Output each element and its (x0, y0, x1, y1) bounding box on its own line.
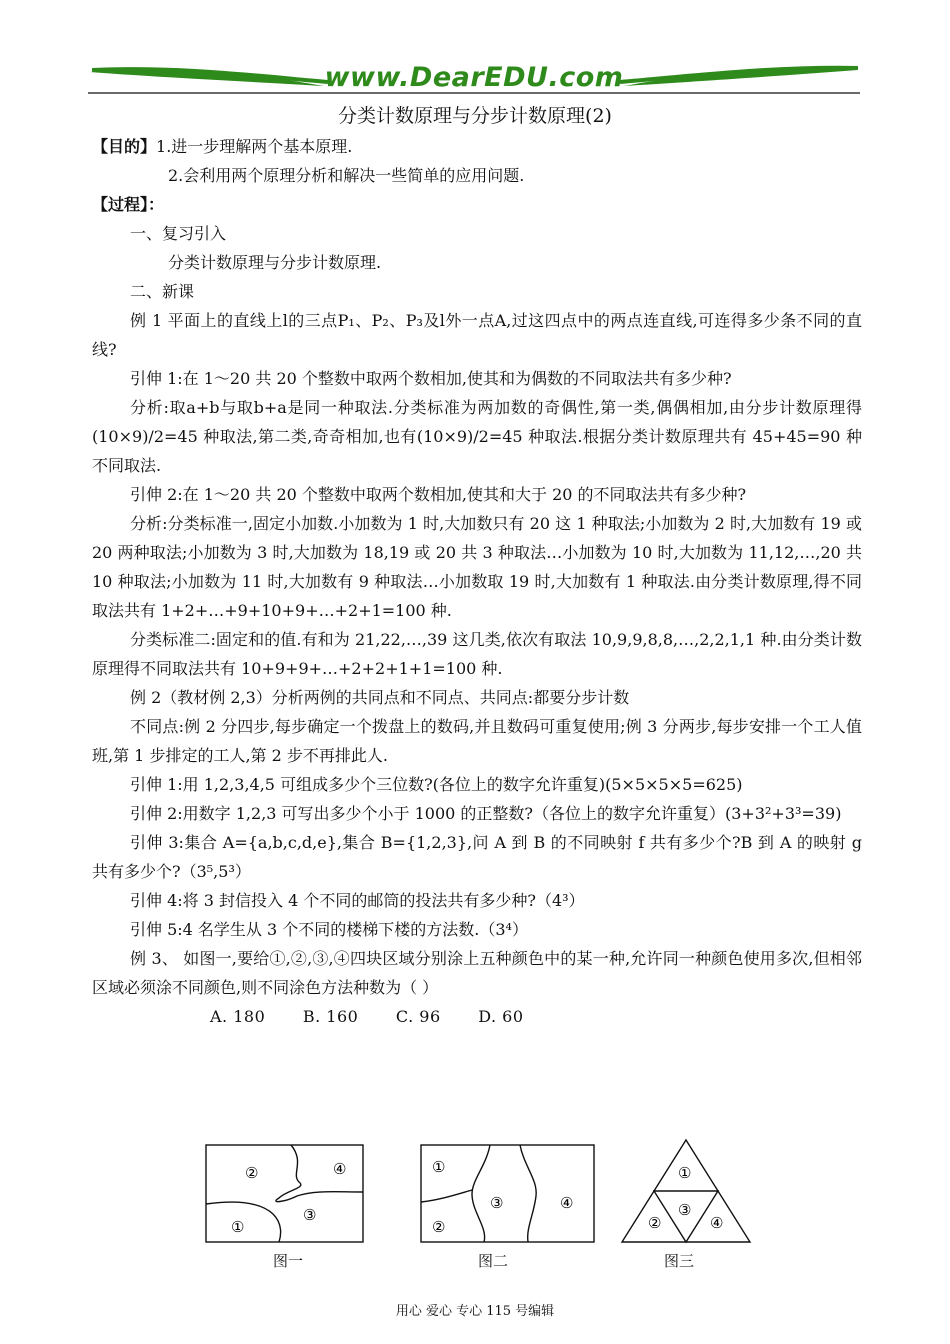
figure-3 (620, 1138, 752, 1246)
example-3: 例 3、 如图一,要给①,②,③,④四块区域分别涂上五种颜色中的某一种,允许同一种颜色使用多次,但相邻区域必须涂不同颜色,则不同涂色方法种数为（ ） (92, 949, 862, 997)
analysis-1: 分析:取a+b与取b+a是同一种取法.分类标准为两加数的奇偶性,第一类,偶偶相加,由分步计数原理得(10×9)/2=45 种取法,第二类,奇奇相加,也有(10×9)/2=45 种取法.根据分类计数原理共有 45+45=90 种不同取法. (92, 398, 862, 475)
ext-item-1: 引伸 1:用 1,2,3,4,5 可组成多少个三位数?(各位上的数字允许重复)(5×5×5×5=625) (130, 775, 743, 794)
extension-1: 引伸 1:在 1～20 共 20 个整数中取两个数相加,使其和为偶数的不同取法共有多少种? (130, 369, 732, 388)
caption-fig1: 图一 (273, 1252, 304, 1270)
fig3-mark-1: ① (678, 1164, 692, 1182)
fig2-mark-2: ② (432, 1218, 446, 1236)
analysis-2: 分析:分类标准一,固定小加数.小加数为 1 时,大加数只有 20 这 1 种取法;小加数为 2 时,大加数有 19 或 20 两种取法;小加数为 3 时,大加数为 18,19 或 20 共 3 种取法…小加数为 10 时,大加数为 11,12,…,20 共 10 种取法;小加数为 11 时,大加数有 9 种取法…小加数取 19 时,大加数有 1 种取法.由分类计数原理,得不同取法共有 1+2+…+9+10+9+…+2+1=100 种. (92, 514, 862, 620)
caption-fig2: 图二 (478, 1252, 509, 1270)
fig1-mark-3: ③ (303, 1206, 317, 1224)
ext-item-5: 引伸 5:4 名学生从 3 个不同的楼梯下楼的方法数.（3⁴） (130, 920, 528, 939)
section1-heading: 一、复习引入 (130, 224, 227, 243)
choice-b: B. 160 (302, 1007, 359, 1026)
answer-choices (92, 1002, 862, 1031)
caption-fig3: 图三 (664, 1252, 695, 1270)
page-title: 分类计数原理与分步计数原理(2) (338, 105, 612, 127)
extension-2: 引伸 2:在 1～20 共 20 个整数中取两个数相加,使其和大于 20 的不同取法共有多少种? (130, 485, 747, 504)
page-footer: 用心 爱心 专心 115 号编辑 (395, 1304, 555, 1319)
process-label: 【过程】： (92, 195, 165, 214)
ext-item-2: 引伸 2:用数字 1,2,3 可写出多少个小于 1000 的正整数?（各位上的数字允许重复）(3+3²+3³=39) (130, 804, 842, 823)
fig1-mark-4: ④ (333, 1160, 347, 1178)
fig2-mark-1: ① (432, 1158, 446, 1176)
aim-item-2: 2.会利用两个原理分析和解决一些简单的应用问题. (168, 166, 525, 185)
document-body (92, 132, 862, 1031)
ext-item-4: 引伸 4:将 3 封信投入 4 个不同的邮筒的投法共有多少种?（4³） (130, 891, 585, 910)
section2-heading: 二、新课 (130, 282, 195, 301)
choice-d: D. 60 (478, 1007, 524, 1026)
figures (0, 1138, 950, 1298)
choice-c: C. 96 (395, 1007, 441, 1026)
figure-2 (420, 1144, 596, 1244)
figure-1 (205, 1144, 365, 1244)
fig1-mark-1: ① (231, 1218, 245, 1236)
example-2: 例 2（教材例 2,3）分析两例的共同点和不同点、共同点:都要分步计数 (130, 688, 630, 707)
analysis-2b: 分类标准二:固定和的值.有和为 21,22,…,39 这几类,依次有取法 10,9,9,8,8,…,2,2,1,1 种.由分类计数原理得不同取法共有 10+9+9+…+2+2+1+1=100 种. (92, 630, 862, 678)
fig2-mark-3: ③ (490, 1194, 504, 1212)
example-1: 例 1 平面上的直线上l的三点P₁、P₂、P₃及l外一点A,过这四点中的两点连直线,可连得多少条不同的直线? (92, 311, 862, 359)
choice-a: A. 180 (210, 1007, 266, 1026)
fig2-mark-4: ④ (560, 1194, 574, 1212)
fig3-mark-2: ② (648, 1214, 662, 1232)
site-logo: www.DearEDU.com (324, 62, 624, 93)
ext-item-3: 引伸 3:集合 A={a,b,c,d,e},集合 B={1,2,3},问 A 到 B 的不同映射 f 共有多少个?B 到 A 的映射 g 共有多少个?（3⁵,5³） (92, 833, 862, 881)
difference-text: 不同点:例 2 分四步,每步确定一个拨盘上的数码,并且数码可重复使用;例 3 分两步,每步安排一个工人值班,第 1 步排定的工人,第 2 步不再排此人. (92, 717, 862, 765)
aim-item-1: 1.进一步理解两个基本原理. (156, 137, 353, 156)
site-header (88, 60, 860, 100)
aim-line-1 (92, 132, 862, 161)
fig3-mark-3: ③ (678, 1201, 692, 1219)
section1-text: 分类计数原理与分步计数原理. (168, 253, 382, 272)
aim-label: 【目的】 (92, 137, 157, 156)
fig1-mark-2: ② (245, 1164, 259, 1182)
fig3-mark-4: ④ (710, 1214, 724, 1232)
